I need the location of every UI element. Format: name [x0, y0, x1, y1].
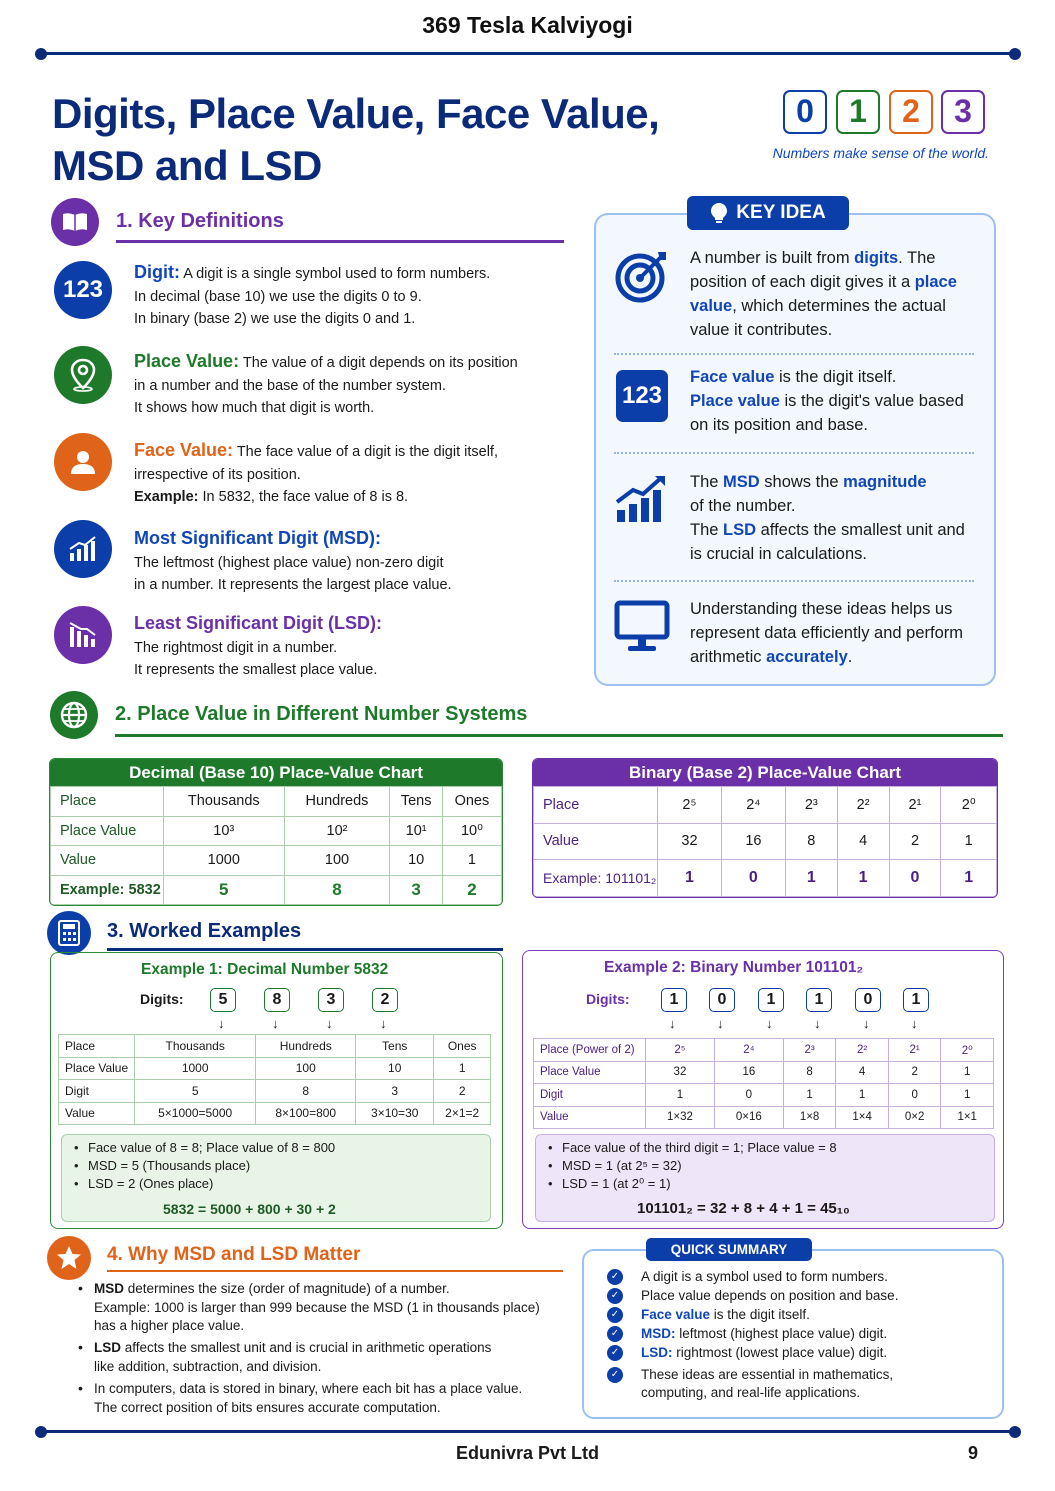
example-1-title: Example 1: Decimal Number 5832 — [141, 961, 389, 978]
digit-cell: 0 — [709, 988, 735, 1012]
definition-line: In decimal (base 10) we use the digits 0 to 9. — [134, 288, 422, 305]
quick-summary-label: QUICK SUMMARY — [646, 1238, 812, 1261]
table-row — [51, 846, 502, 876]
table-cell: 4 — [836, 1061, 889, 1084]
book-icon — [51, 198, 99, 246]
table-cell: 1 — [442, 846, 501, 876]
table-cell: 2² — [837, 787, 889, 824]
table-cell: 10² — [284, 816, 390, 846]
table-cell: 0 — [889, 860, 941, 897]
summary-item: Face value is the digit itself. — [641, 1307, 810, 1322]
digit-cell: 0 — [855, 988, 881, 1012]
definition-heading: Face Value: — [134, 440, 234, 460]
why-bullet-2: LSD affects the smallest unit and is crucial in arithmetic operations like addition, subtraction, and division. — [94, 1340, 492, 1374]
definition-line: in a number and the base of the number system. — [134, 377, 446, 394]
list-item: • MSD = 1 (at 2⁵ = 32) — [550, 1158, 682, 1173]
table-row — [59, 1102, 491, 1125]
definition-line: In binary (base 2) we use the digits 0 and 1. — [134, 311, 416, 327]
summary-item: A digit is a symbol used to form numbers. — [641, 1269, 888, 1284]
table-row — [59, 1057, 491, 1080]
table-cell: 3×10=30 — [356, 1102, 434, 1125]
definition-heading: Most Significant Digit (MSD): — [134, 528, 381, 548]
list-item: • Face value of 8 = 8; Place value of 8 = 800 — [76, 1140, 335, 1155]
bar-chart-up-icon — [54, 520, 112, 578]
table-row — [534, 860, 997, 897]
key-idea-separator — [614, 452, 974, 454]
definition-text: The value of a digit depends on its position — [239, 355, 518, 371]
title-line-1: Digits, Place Value, Face Value, — [52, 90, 660, 137]
check-icon: ✓ — [607, 1367, 623, 1383]
arrow-down-icon: ↓ — [380, 1016, 387, 1031]
table-cell: 3 — [390, 875, 442, 905]
table-cell: 1×4 — [836, 1106, 889, 1129]
footer-company: Edunivra Pvt Ltd — [455, 1443, 599, 1463]
table-cell: 1 — [836, 1084, 889, 1107]
why-bullet-3: In computers, data is stored in binary, where each bit has a place value. The correct position of bits ensures accurate computation. — [94, 1381, 523, 1415]
table-cell: 2⁵ — [646, 1039, 715, 1062]
arrow-down-icon: ↓ — [863, 1016, 870, 1031]
table-cell: Hundreds — [256, 1035, 356, 1058]
table-cell: Place Value — [534, 1061, 646, 1084]
digit-cell: 8 — [264, 988, 290, 1012]
table-cell: Place — [51, 787, 164, 817]
key-idea-item-4: Understanding these ideas helps us represent data efficiently and perform arithmetic accurately. — [690, 600, 964, 666]
decimal-chart-title: Decimal (Base 10) Place-Value Chart — [50, 759, 502, 786]
table-cell: 1×1 — [941, 1106, 994, 1129]
table-cell: Tens — [390, 787, 442, 817]
list-item: • Face value of the third digit = 1; Place value = 8 — [550, 1140, 837, 1155]
definition-line: irrespective of its position. — [134, 466, 301, 483]
list-item: • MSD = 5 (Thousands place) — [76, 1158, 250, 1173]
table-cell: 8×100=800 — [256, 1102, 356, 1125]
digit-cell: 3 — [318, 988, 344, 1012]
bullet-dot: • — [78, 1280, 83, 1296]
key-idea-label — [687, 196, 849, 230]
example-1-table — [58, 1034, 491, 1125]
definition-heading: Least Significant Digit (LSD): — [134, 613, 383, 633]
definition-line: It shows how much that digit is worth. — [134, 400, 375, 416]
table-cell: 2 — [434, 1080, 491, 1103]
check-icon: ✓ — [607, 1307, 623, 1323]
example-text: In 5832, the face value of 8 is 8. — [198, 489, 409, 505]
definition-heading: Digit: — [134, 262, 180, 282]
list-item: • LSD = 1 (at 2⁰ = 1) — [550, 1176, 671, 1192]
table-cell: 32 — [646, 1061, 715, 1084]
section-3-underline — [107, 948, 503, 951]
table-cell: 2³ — [783, 1039, 836, 1062]
table-cell: 2³ — [785, 787, 837, 824]
table-cell: Place — [534, 787, 658, 824]
table-cell: 1×32 — [646, 1106, 715, 1129]
table-cell: 2⁴ — [721, 787, 785, 824]
table-cell: 10 — [356, 1057, 434, 1080]
table-cell: Thousands — [164, 787, 285, 817]
table-cell: Ones — [442, 787, 501, 817]
table-cell: 0 — [888, 1084, 941, 1107]
table-cell: 1 — [941, 860, 997, 897]
calculator-icon — [47, 911, 91, 955]
header-rule — [40, 52, 1015, 55]
digit-badge-1: 1 — [836, 90, 880, 134]
key-idea-item-3: The MSD shows the magnitude of the number. The LSD affects the smallest unit and is crucial in calculations. — [690, 473, 965, 563]
table-cell: Value — [59, 1102, 135, 1125]
table-row — [534, 1106, 994, 1129]
table-cell: 10⁰ — [442, 816, 501, 846]
binary-chart-title: Binary (Base 2) Place-Value Chart — [533, 759, 997, 786]
table-cell: 2² — [836, 1039, 889, 1062]
section-4-title: 4. Why MSD and LSD Matter — [107, 1244, 361, 1265]
footer-rule — [40, 1430, 1015, 1433]
rule-dot — [1009, 48, 1021, 60]
why-bullet-1: MSD determines the size (order of magnitude) of a number. Example: 1000 is larger than 999 because the MSD (1 in thousands place) has a higher place value. — [94, 1281, 540, 1333]
table-cell: 0×16 — [714, 1106, 783, 1129]
definition-place-value — [134, 350, 564, 420]
key-idea-label-text: KEY IDEA — [736, 202, 826, 223]
table-row — [51, 816, 502, 846]
definition-line: It represents the smallest place value. — [134, 662, 378, 678]
example-2-title: Example 2: Binary Number 101101₂ — [604, 959, 864, 976]
table-cell: Place Value — [51, 816, 164, 846]
arrow-down-icon: ↓ — [766, 1016, 773, 1031]
arrow-down-icon: ↓ — [911, 1016, 918, 1031]
table-cell: 10 — [390, 846, 442, 876]
bullet-dot: • — [78, 1339, 83, 1355]
table-cell: 100 — [256, 1057, 356, 1080]
table-cell: Example: 5832 — [51, 875, 164, 905]
digits-label: Digits: — [140, 991, 184, 1007]
table-cell: 1 — [785, 860, 837, 897]
digit-badge-2: 2 — [889, 90, 933, 134]
location-pin-icon — [54, 346, 112, 404]
digit-badge-0: 0 — [783, 90, 827, 134]
table-cell: Hundreds — [284, 787, 390, 817]
arrow-down-icon: ↓ — [218, 1016, 225, 1031]
section-1-title: 1. Key Definitions — [116, 210, 284, 232]
tagline: Numbers make sense of the world. — [772, 145, 989, 161]
table-cell: 2¹ — [889, 787, 941, 824]
example-2-table — [533, 1038, 994, 1129]
table-cell: 1 — [646, 1084, 715, 1107]
definition-digit — [134, 261, 564, 331]
table-cell: 2 — [888, 1061, 941, 1084]
table-row — [534, 823, 997, 860]
star-icon — [47, 1236, 91, 1280]
definition-text: The face value of a digit is the digit itself, — [233, 444, 498, 460]
table-cell: 2 — [442, 875, 501, 905]
table-cell: 8 — [256, 1080, 356, 1103]
table-row — [51, 787, 502, 817]
table-cell: 2⁰ — [941, 787, 997, 824]
definition-line: The leftmost (highest place value) non-zero digit — [134, 554, 444, 571]
digits-label: Digits: — [586, 991, 630, 1007]
table-cell: Ones — [434, 1035, 491, 1058]
check-icon: ✓ — [607, 1288, 623, 1304]
summary-item: LSD: rightmost (lowest place value) digit. — [641, 1345, 888, 1360]
digit-badge-3: 3 — [941, 90, 985, 134]
table-cell: 16 — [721, 823, 785, 860]
key-idea-item-2: Face value is the digit itself. Place value is the digit's value based on its position and base. — [690, 368, 964, 434]
key-idea-separator — [614, 353, 974, 355]
table-row — [59, 1080, 491, 1103]
section-2-title: 2. Place Value in Different Number Systems — [115, 703, 528, 725]
decimal-place-value-chart — [49, 758, 503, 906]
table-cell: 2¹ — [888, 1039, 941, 1062]
123-badge-icon: 123 — [54, 261, 112, 319]
table-cell: 1000 — [164, 846, 285, 876]
definition-lsd — [134, 612, 564, 682]
page-number: 9 — [968, 1443, 979, 1463]
summary-item: Place value depends on position and base. — [641, 1288, 899, 1303]
check-icon: ✓ — [607, 1269, 623, 1285]
table-cell: 1 — [783, 1084, 836, 1107]
globe-icon — [50, 691, 98, 739]
table-cell: 1×8 — [783, 1106, 836, 1129]
table-cell: 0 — [721, 860, 785, 897]
table-cell: 10¹ — [390, 816, 442, 846]
arrow-down-icon: ↓ — [717, 1016, 724, 1031]
table-cell: Example: 101101₂ — [534, 860, 658, 897]
example-2-notes — [535, 1134, 995, 1222]
digit-cell: 5 — [210, 988, 236, 1012]
table-cell: Tens — [356, 1035, 434, 1058]
table-cell: 2 — [889, 823, 941, 860]
decimal-chart-table — [50, 786, 502, 905]
target-icon — [614, 248, 670, 309]
table-row — [534, 787, 997, 824]
example-1-equation: 5832 = 5000 + 800 + 30 + 2 — [163, 1201, 336, 1217]
table-row — [534, 1039, 994, 1062]
digit-cell: 1 — [758, 988, 784, 1012]
example-label: Example: — [134, 489, 199, 505]
monitor-icon — [614, 600, 670, 659]
definition-msd — [134, 527, 564, 597]
section-3-title: 3. Worked Examples — [107, 920, 302, 942]
table-cell: 1 — [941, 1084, 994, 1107]
arrow-down-icon: ↓ — [326, 1016, 333, 1031]
table-cell: 8 — [783, 1061, 836, 1084]
bullet-dot: • — [78, 1380, 83, 1396]
table-cell: Place (Power of 2) — [534, 1039, 646, 1062]
table-cell: 5×1000=5000 — [135, 1102, 256, 1125]
table-cell: 100 — [284, 846, 390, 876]
bar-chart-down-icon — [54, 606, 112, 664]
table-row — [534, 1061, 994, 1084]
table-cell: 32 — [658, 823, 722, 860]
example-2-equation: 101101₂ = 32 + 8 + 4 + 1 = 45₁₀ — [637, 1200, 850, 1217]
table-cell: 0×2 — [888, 1106, 941, 1129]
arrow-down-icon: ↓ — [814, 1016, 821, 1031]
growth-chart-icon — [615, 474, 669, 529]
table-cell: Place Value — [59, 1057, 135, 1080]
arrow-down-icon: ↓ — [669, 1016, 676, 1031]
digit-cell: 2 — [372, 988, 398, 1012]
table-cell: Value — [534, 1106, 646, 1129]
table-cell: 1000 — [135, 1057, 256, 1080]
binary-chart-table — [533, 786, 997, 897]
digit-cell: 1 — [661, 988, 687, 1012]
table-cell: Place — [59, 1035, 135, 1058]
definition-face-value — [134, 439, 564, 509]
title-line-2: MSD and LSD — [52, 142, 322, 189]
lightbulb-icon — [710, 202, 728, 224]
definition-line: in a number. It represents the largest place value. — [134, 577, 452, 593]
table-row — [59, 1035, 491, 1058]
table-row — [51, 875, 502, 905]
table-cell: 10³ — [164, 816, 285, 846]
table-cell: 1 — [658, 860, 722, 897]
table-cell: 16 — [714, 1061, 783, 1084]
check-icon: ✓ — [607, 1326, 623, 1342]
arrow-down-icon: ↓ — [272, 1016, 279, 1031]
table-cell: Value — [51, 846, 164, 876]
table-cell: Digit — [59, 1080, 135, 1103]
definition-text: A digit is a single symbol used to form numbers. — [179, 266, 491, 282]
table-row — [534, 1084, 994, 1107]
table-cell: Thousands — [135, 1035, 256, 1058]
table-cell: 2⁵ — [658, 787, 722, 824]
digit-cell: 1 — [806, 988, 832, 1012]
table-cell: 1 — [837, 860, 889, 897]
table-cell: 1 — [434, 1057, 491, 1080]
list-item: • LSD = 2 (Ones place) — [76, 1176, 213, 1191]
table-cell: 4 — [837, 823, 889, 860]
table-cell: 2⁴ — [714, 1039, 783, 1062]
definition-heading: Place Value: — [134, 351, 240, 371]
table-cell: 2⁰ — [941, 1039, 994, 1062]
section-4-underline — [107, 1270, 563, 1272]
table-cell: 1 — [941, 823, 997, 860]
example-1-notes — [61, 1134, 491, 1222]
table-cell: 8 — [785, 823, 837, 860]
summary-item: MSD: leftmost (highest place value) digit. — [641, 1326, 888, 1341]
table-cell: Digit — [534, 1084, 646, 1107]
person-icon — [54, 433, 112, 491]
section-1-underline — [116, 240, 564, 243]
table-cell: 8 — [284, 875, 390, 905]
table-cell: 5 — [164, 875, 285, 905]
key-idea-separator — [614, 580, 974, 582]
table-cell: 5 — [135, 1080, 256, 1103]
binary-place-value-chart — [532, 758, 998, 898]
123-badge-icon: 123 — [616, 370, 668, 422]
table-cell: 1 — [941, 1061, 994, 1084]
table-cell: 2×1=2 — [434, 1102, 491, 1125]
table-cell: Value — [534, 823, 658, 860]
summary-item: These ideas are essential in mathematics, computing, and real-life applications. — [641, 1367, 894, 1400]
header-brand: 369 Tesla Kalviyogi — [422, 12, 633, 38]
section-2-underline — [115, 734, 1003, 737]
check-icon: ✓ — [607, 1345, 623, 1361]
rule-dot — [1009, 1426, 1021, 1438]
definition-line: The rightmost digit in a number. — [134, 639, 338, 656]
page-title — [52, 88, 692, 192]
digit-cell: 1 — [903, 988, 929, 1012]
key-idea-item-1: A number is built from digits. The position of each digit gives it a place value, which determines the actual value it contributes. — [690, 249, 957, 339]
table-cell: 3 — [356, 1080, 434, 1103]
table-cell: 0 — [714, 1084, 783, 1107]
